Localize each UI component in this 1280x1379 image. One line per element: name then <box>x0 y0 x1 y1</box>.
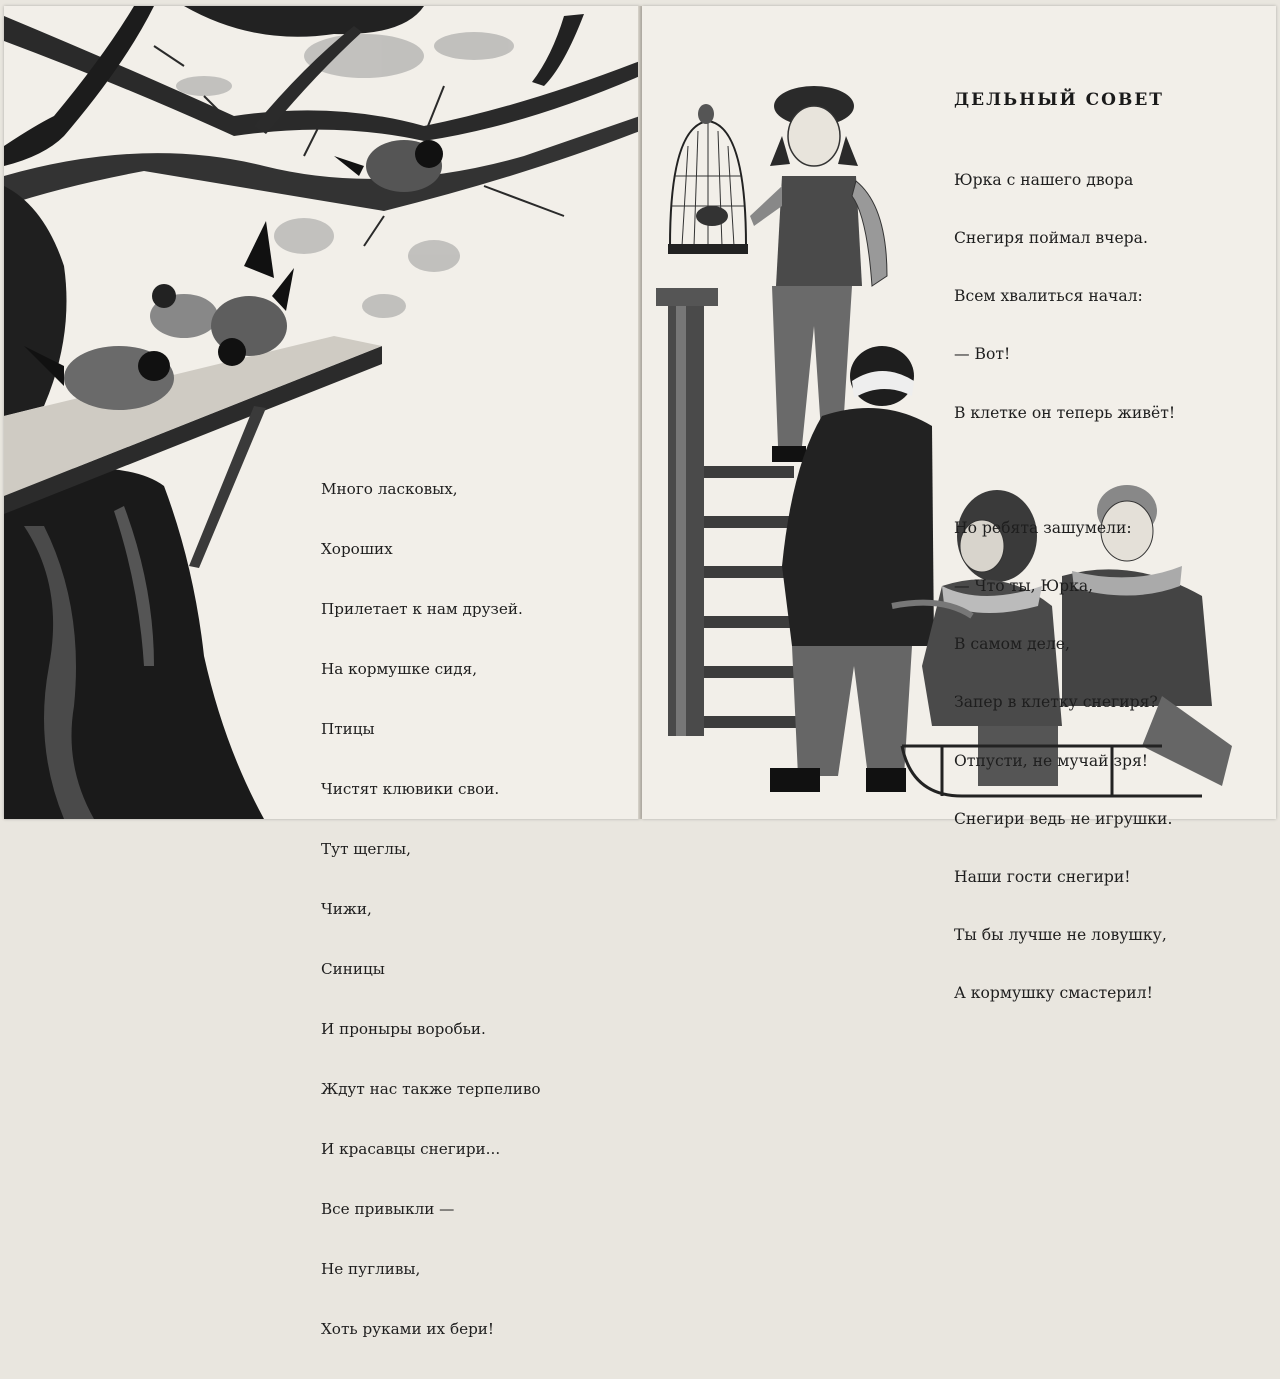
poem-line: Хороших <box>321 540 393 558</box>
poem-line: А кормушку смастерил! <box>954 984 1153 1003</box>
poem-line: Отпусти, не мучай зря! <box>954 751 1149 770</box>
poem-line: И проныры воробьи. <box>321 1020 486 1038</box>
tit-feeder <box>150 284 218 338</box>
poem-line: Не пугливы, <box>321 1260 421 1278</box>
poem-line: Снегири ведь не игрушки. <box>954 809 1173 828</box>
boy-yurka <box>750 86 887 462</box>
right-page <box>642 6 1276 1003</box>
poem-line: Тут щеглы, <box>321 840 411 858</box>
poem-line: В самом деле, <box>954 635 1070 654</box>
left-poem <box>321 439 541 1379</box>
poem-line: Ждут нас также терпеливо <box>321 1080 541 1098</box>
poem-line: Чижи, <box>321 900 372 918</box>
poem-title: ДЕЛЬНЫЙ СОВЕТ <box>954 90 1164 110</box>
poem-line: — Вот! <box>954 345 1011 364</box>
poem-line: Хоть руками их бери! <box>321 1320 495 1338</box>
poem-line: — Что ты, Юрка, <box>954 576 1094 595</box>
poem-line: Наши гости снегири! <box>954 868 1131 887</box>
left-page <box>4 6 640 1338</box>
right-poem <box>954 132 1175 1043</box>
poem-line: Много ласковых, <box>321 480 458 498</box>
stanza-gap <box>954 462 1175 480</box>
poem-line: Прилетает к нам друзей. <box>321 600 523 618</box>
poem-line: Всем хвалиться начал: <box>954 287 1143 306</box>
poem-line: В клетке он теперь живёт! <box>954 403 1176 422</box>
poem-line: Синицы <box>321 960 385 978</box>
poem-line: И красавцы снегири... <box>321 1140 501 1158</box>
poem-line: Птицы <box>321 720 375 738</box>
poem-line: Но ребята зашумели: <box>954 518 1132 537</box>
poem-line: Запер в клетку снегиря? <box>954 693 1158 712</box>
poem-line: Все привыкли — <box>321 1200 455 1218</box>
poem-line: Чистят клювики свои. <box>321 780 500 798</box>
poem-line: Снегиря поймал вчера. <box>954 229 1148 248</box>
poem-line: Юрка с нашего двора <box>954 170 1134 189</box>
bird-cage <box>668 104 748 254</box>
poem-line: На кормушке сидя, <box>321 660 478 678</box>
poem-line: Ты бы лучше не ловушку, <box>954 926 1167 945</box>
